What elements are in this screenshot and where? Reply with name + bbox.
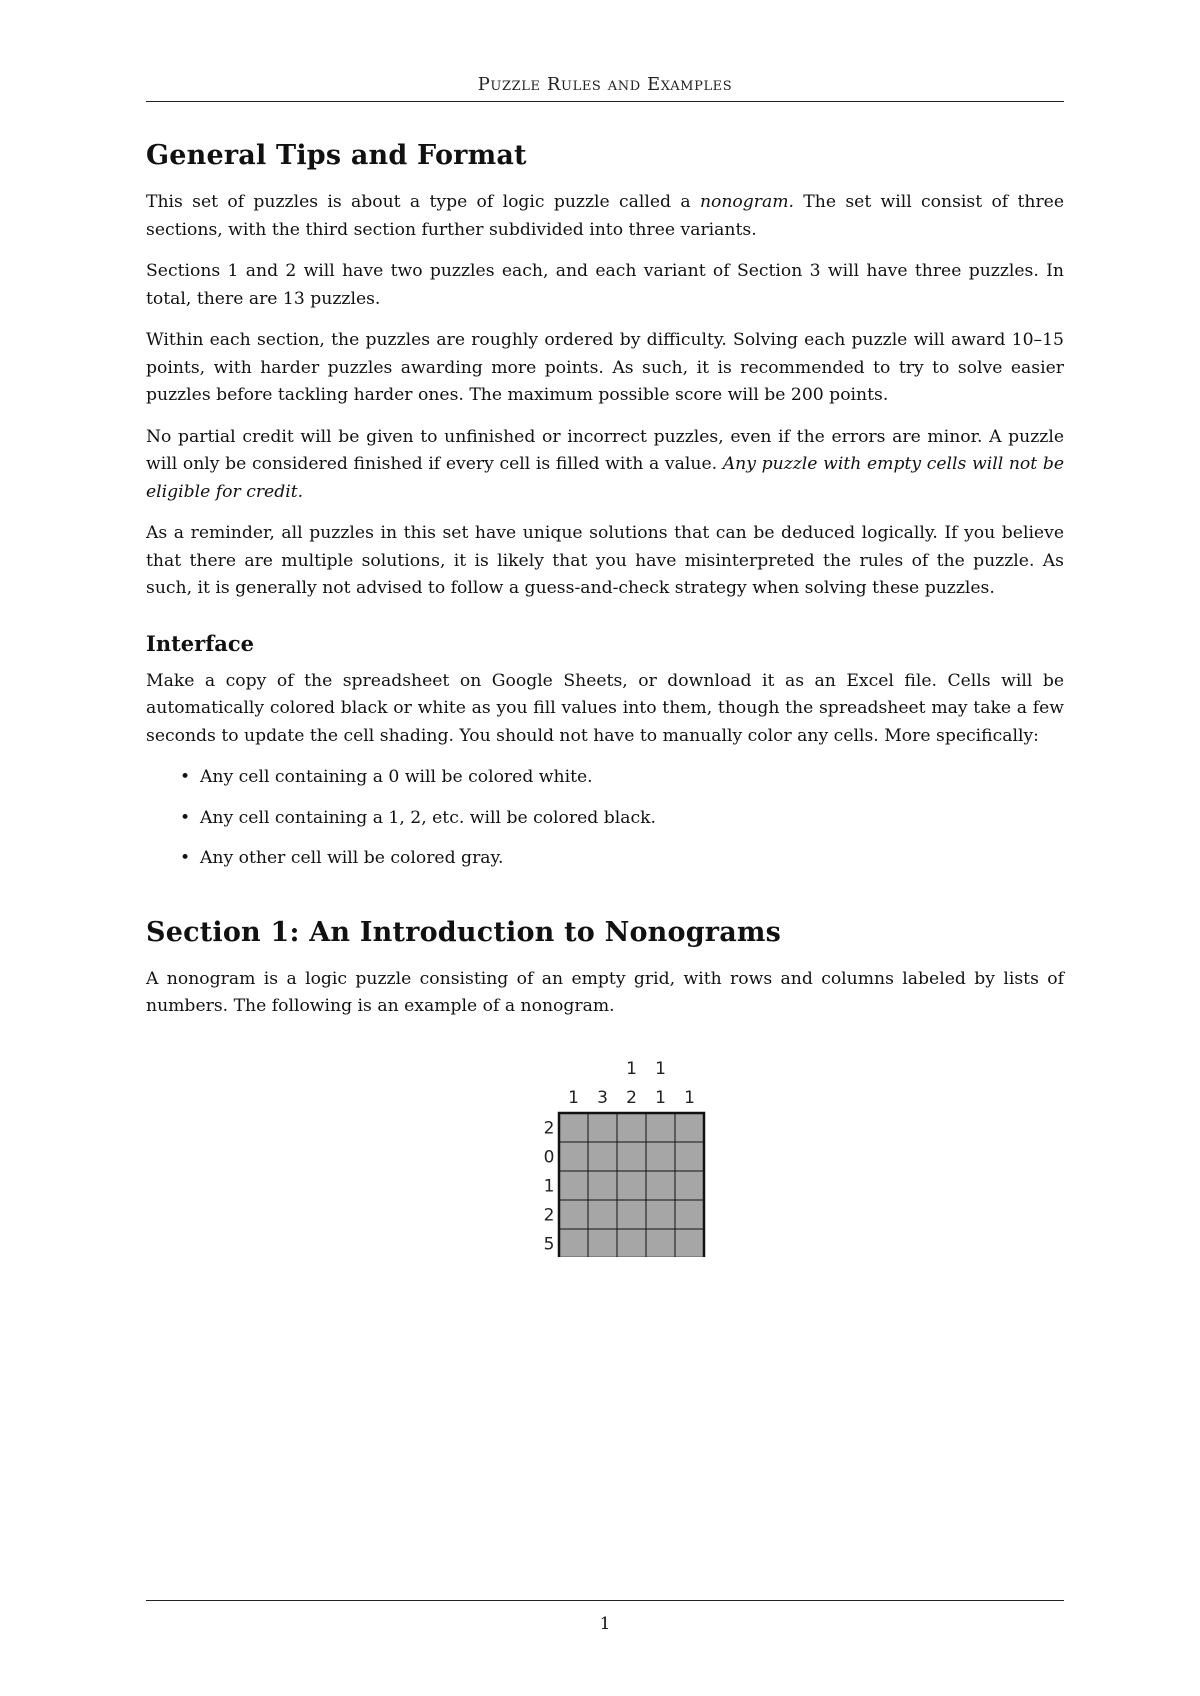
column-clue-c3-1: 1 <box>626 1058 637 1079</box>
nonogram-cell-r2-c3 <box>617 1142 646 1171</box>
bullet-icon: • <box>180 848 191 868</box>
section-1-title: Section 1: An Introduction to Nonograms <box>146 916 782 948</box>
general-paragraph-5: As a reminder, all puzzles in this set have unique solutions that can be deduced logically. If you believe that there are multiple solutions, it is likely that you have misinterpreted the rules of the puzzle. As such, it is generally not advised to follow a guess-and-check strategy when solving these puzzles. <box>146 523 1064 598</box>
general-p4-text: No partial credit will be given to unfinished or incorrect puzzles, even if the errors are minor. A puzzle will only be considered finished if every cell is filled with a value. <box>146 426 1064 474</box>
row-clue-r2: 0 <box>543 1147 555 1167</box>
row-clue-r5: 5 <box>543 1234 555 1254</box>
general-paragraph-4 <box>146 424 1064 507</box>
header-rule <box>146 101 1064 102</box>
bullet-icon: • <box>180 807 191 828</box>
bullet-text-black: Any cell containing a 1, 2, etc. will be colored black. <box>200 807 656 828</box>
nonogram-cell-r1-c3 <box>617 1113 646 1142</box>
nonogram-cell-r3-c3 <box>617 1171 646 1200</box>
nonogram-cell-r5-c4 <box>646 1229 675 1257</box>
nonogram-cell-r1-c1 <box>559 1113 588 1142</box>
empty-cells-warning: Any puzzle with empty cells will not be eligible for credit. <box>146 454 1065 502</box>
nonogram-cell-r4-c2 <box>588 1200 617 1229</box>
row-clue-r1: 2 <box>543 1118 555 1138</box>
nonogram-figure <box>146 1037 1064 1257</box>
bullet-text-gray: Any other cell will be colored gray. <box>200 848 504 868</box>
general-section-title: General Tips and Format <box>146 140 527 171</box>
bullet-item-white <box>180 764 1064 792</box>
nonogram-cell-r3-c4 <box>646 1171 675 1200</box>
document-page <box>146 0 1064 1696</box>
bullet-icon: • <box>180 767 191 787</box>
column-clue-c5-1: 1 <box>684 1087 695 1108</box>
nonogram-cell-r2-c2 <box>588 1142 617 1171</box>
column-clue-c2-1: 3 <box>597 1087 608 1108</box>
nonogram-term: nonogram. <box>699 192 794 212</box>
page-content <box>146 140 1064 1257</box>
nonogram-cell-r4-c5 <box>675 1200 704 1229</box>
nonogram-cell-r2-c4 <box>646 1142 675 1171</box>
column-clue-c1-1: 1 <box>568 1087 579 1108</box>
row-clue-r3: 1 <box>543 1176 555 1196</box>
nonogram-cell-r4-c1 <box>559 1200 588 1229</box>
page-number: 1 <box>599 1614 611 1634</box>
column-clue-c3-2: 2 <box>626 1087 637 1108</box>
general-paragraph-1 <box>146 189 1064 244</box>
nonogram-cell-r5-c2 <box>588 1229 617 1257</box>
bullet-item-black <box>180 805 1064 833</box>
column-clue-c4-2: 1 <box>655 1087 666 1108</box>
nonogram-cell-r1-c2 <box>588 1113 617 1142</box>
nonogram-cell-r5-c1 <box>559 1229 588 1257</box>
interface-paragraph: Make a copy of the spreadsheet on Google Sheets, or download it as an Excel file. Cells will be automatically colored black or white as you fill values into them, though the spreadsheet may take a few seconds to update the cell shading. You should not have to manually color any cells. More specifically: <box>146 670 1064 746</box>
nonogram-cell-r2-c1 <box>559 1142 588 1171</box>
nonogram-cell-r4-c3 <box>617 1200 646 1229</box>
column-clue-c4-1: 1 <box>655 1058 666 1079</box>
interface-section-title: Interface <box>146 630 255 656</box>
bullet-text-white: Any cell containing a 0 will be colored white. <box>200 767 593 787</box>
nonogram-cell-r3-c1 <box>559 1171 588 1200</box>
nonogram-cell-r1-c4 <box>646 1113 675 1142</box>
footer-rule <box>146 1600 1064 1601</box>
nonogram-cell-r4-c4 <box>646 1200 675 1229</box>
nonogram-cell-r5-c3 <box>617 1229 646 1257</box>
general-paragraph-2: Sections 1 and 2 will have two puzzles each, and each variant of Section 3 will have three puzzles. In total, there are 13 puzzles. <box>146 261 1064 309</box>
section-1-paragraph: A nonogram is a logic puzzle consisting of an empty grid, with rows and columns labeled by lists of numbers. The following is an example of a nonogram. <box>146 968 1064 1016</box>
nonogram-cell-r5-c5 <box>675 1229 704 1257</box>
nonogram-cell-r3-c5 <box>675 1171 704 1200</box>
general-p1-text-a: This set of puzzles is about a type of logic puzzle called a <box>146 192 700 212</box>
row-clue-r4: 2 <box>543 1205 555 1225</box>
nonogram-cell-r2-c5 <box>675 1142 704 1171</box>
bullet-item-gray <box>180 845 1064 873</box>
general-p1-text-b: The set will consist of three sections, with the third section further subdivided into three variants. <box>146 192 1065 240</box>
nonogram-cell-r3-c2 <box>588 1171 617 1200</box>
cell-color-rules-list <box>146 764 1064 873</box>
general-paragraph-3: Within each section, the puzzles are roughly ordered by difficulty. Solving each puzzle will award 10–15 points, with harder puzzles awarding more points. As such, it is recommended to try to solve easier puzzles before tackling harder ones. The maximum possible score will be 200 points. <box>146 330 1064 405</box>
nonogram-example <box>146 1037 1064 1257</box>
running-header: Puzzle Rules and Examples <box>477 74 733 95</box>
nonogram-cell-r1-c5 <box>675 1113 704 1142</box>
